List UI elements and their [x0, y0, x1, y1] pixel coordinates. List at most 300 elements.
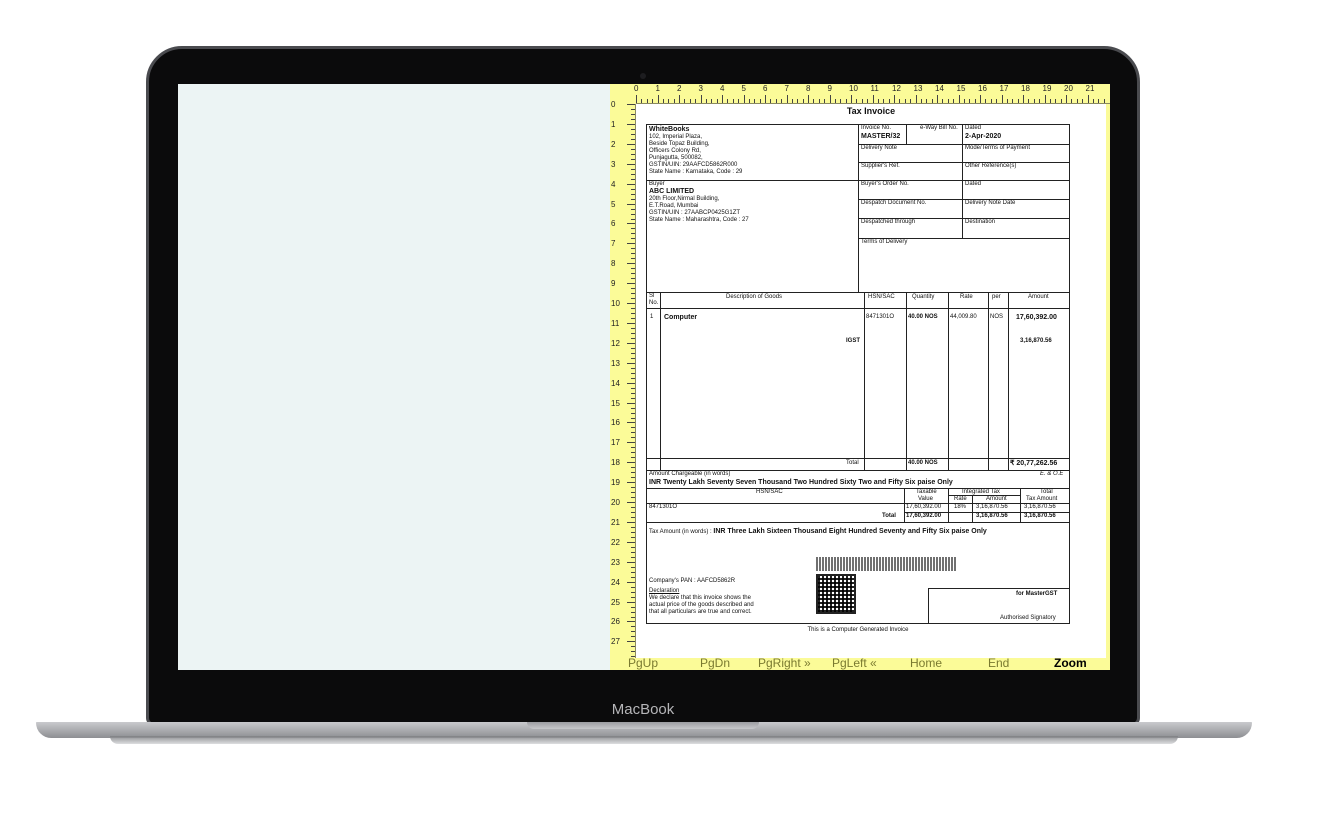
- buyer-order-label: Buyer's Order No.: [861, 181, 909, 187]
- ruler-left-label: 2: [611, 139, 616, 149]
- col-header-description: Description of Goods: [726, 294, 783, 300]
- ruler-tick: [1028, 99, 1029, 103]
- divider: [660, 292, 661, 470]
- payment-terms-label: Mode/Terms of Payment: [965, 145, 1031, 151]
- ruler-top-label: 9: [827, 84, 832, 93]
- ruler-tick: [631, 353, 635, 354]
- tax-col-rate: Rate: [954, 496, 967, 502]
- ruler-tick: [1007, 99, 1008, 103]
- ruler-tick: [663, 99, 664, 103]
- total-label: Total: [846, 460, 859, 466]
- ruler-tick: [916, 95, 917, 103]
- invoice-page: [636, 104, 1106, 658]
- ruler-tick: [627, 422, 635, 423]
- tax-row-hsn: 8471301O: [649, 504, 678, 510]
- ruler-tick: [1050, 99, 1051, 103]
- divider: [972, 496, 973, 522]
- divider: [646, 292, 1070, 293]
- ruler-tick: [942, 99, 943, 103]
- ruler-tick: [631, 592, 635, 593]
- ruler-tick: [631, 278, 635, 279]
- ruler-tick: [631, 567, 635, 568]
- seller-block: [649, 126, 742, 175]
- ruler-tick: [627, 204, 635, 205]
- ruler-tick: [631, 149, 635, 150]
- ruler-tick: [631, 587, 635, 588]
- ruler-tick: [631, 199, 635, 200]
- col-header-sl: Sl No.: [649, 293, 659, 306]
- ruler-tick: [631, 408, 635, 409]
- tax-words: INR Three Lakh Sixteen Thousand Eight Hundred Seventy and Fifty Six paise Only: [713, 528, 987, 535]
- ruler-tick: [631, 298, 635, 299]
- seller-state: State Name : Karnataka, Code : 29: [649, 168, 743, 175]
- seller-line: Punjagutta, 500082,: [649, 154, 703, 161]
- buyer-line: E.T.Road, Mumbai: [649, 202, 699, 209]
- ruler-left: [610, 100, 636, 658]
- item-rate: 44,009.80: [950, 314, 977, 320]
- pan-line: [649, 578, 735, 585]
- ruler-left-label: 4: [611, 179, 616, 189]
- ruler-tick: [627, 184, 635, 185]
- ruler-tick: [631, 532, 635, 533]
- ruler-tick: [627, 223, 635, 224]
- ruler-tick: [964, 99, 965, 103]
- pgdn-button[interactable]: PgDn: [700, 656, 731, 670]
- ruler-tick: [627, 283, 635, 284]
- ruler-tick: [738, 99, 739, 103]
- ruler-tick: [867, 99, 868, 103]
- ruler-top-label: 12: [892, 84, 901, 93]
- item-hsn: 8471301O: [866, 314, 895, 320]
- item-quantity: 40.00 NOS: [908, 314, 938, 320]
- ruler-tick: [631, 432, 635, 433]
- total-quantity: 40.00 NOS: [908, 460, 938, 466]
- igst-amount: 3,16,870.56: [1020, 338, 1052, 344]
- ruler-tick: [1039, 99, 1040, 103]
- ruler-tick: [776, 99, 777, 103]
- delivery-note-date-label: Delivery Note Date: [965, 200, 1016, 206]
- item-per: NOS: [990, 314, 1004, 320]
- ruler-tick: [835, 99, 836, 103]
- tax-row-taxable: 17,60,392.00: [906, 504, 942, 510]
- divider: [948, 488, 949, 522]
- ruler-top-label: 7: [784, 84, 789, 93]
- ruler-tick: [627, 303, 635, 304]
- ruler-tick: [948, 99, 949, 103]
- ruler-left-label: 22: [611, 537, 620, 547]
- tax-words-line: [649, 528, 987, 536]
- ruler-tick: [631, 174, 635, 175]
- ruler-tick: [830, 95, 831, 103]
- laptop-notch: [527, 722, 759, 729]
- tax-col-tax-amount: Tax Amount: [1026, 496, 1058, 502]
- ruler-top-label: 8: [806, 84, 811, 93]
- footer-note: This is a Computer Generated Invoice: [807, 627, 909, 633]
- ruler-tick: [627, 582, 635, 583]
- ruler-tick: [985, 99, 986, 103]
- ruler-tick: [1088, 95, 1089, 103]
- ruler-left-label: 5: [611, 199, 616, 209]
- ruler-tick: [631, 472, 635, 473]
- ruler-tick: [631, 288, 635, 289]
- ruler-left-label: 9: [611, 279, 616, 289]
- ruler-tick: [1071, 99, 1072, 103]
- ruler-tick: [840, 99, 841, 103]
- ruler-tick: [631, 139, 635, 140]
- ruler-left-label: 19: [611, 478, 620, 488]
- ruler-left-label: 23: [611, 557, 620, 567]
- buyer-block: [649, 181, 749, 224]
- ruler-tick: [631, 572, 635, 573]
- declaration-line: We declare that this invoice shows the: [649, 595, 751, 601]
- ruler-left-label: 7: [611, 239, 616, 249]
- ruler-tick: [631, 313, 635, 314]
- col-header-per: per: [992, 294, 1001, 300]
- buyer-label: Buyer: [649, 181, 665, 187]
- ruler-left-label: 20: [611, 498, 620, 507]
- dated-label: Dated: [965, 125, 982, 131]
- ruler-tick: [631, 338, 635, 339]
- divider: [948, 495, 1020, 496]
- ruler-tick: [631, 373, 635, 374]
- eway-label: e-Way Bill No.: [920, 125, 958, 131]
- ruler-tick: [631, 631, 635, 632]
- seller-name: WhiteBooks: [649, 126, 690, 133]
- tax-total-label: Total: [882, 513, 896, 519]
- divider: [646, 522, 1070, 523]
- destination-label: Destination: [965, 219, 996, 225]
- ruler-tick: [824, 99, 825, 103]
- ruler-tick: [631, 452, 635, 453]
- ruler-tick: [631, 368, 635, 369]
- buyer-name: ABC LIMITED: [649, 187, 695, 195]
- col-header-amount: Amount: [1028, 294, 1049, 300]
- supplier-ref-label: Supplier's Ref.: [861, 163, 900, 169]
- ruler-tick: [627, 562, 635, 563]
- item-description: Computer: [664, 314, 698, 321]
- ruler-tick: [980, 95, 981, 103]
- ruler-top-label: 3: [698, 84, 703, 93]
- qr-code: [816, 574, 856, 614]
- ruler-left-label: 16: [611, 418, 620, 428]
- divider: [948, 292, 949, 470]
- ruler-tick: [899, 99, 900, 103]
- ruler-tick: [889, 99, 890, 103]
- ruler-tick: [711, 99, 712, 103]
- despatched-through-label: Despatched through: [861, 219, 916, 225]
- ruler-top-label: 1: [655, 84, 660, 93]
- ruler-left-label: 24: [611, 577, 620, 587]
- order-dated-label: Dated: [965, 181, 982, 187]
- tax-col-hsn: HSN/SAC: [756, 489, 783, 495]
- ruler-left-label: 0: [611, 100, 616, 109]
- terms-of-delivery-label: Terms of Delivery: [861, 239, 908, 245]
- ruler-tick: [631, 119, 635, 120]
- seller-gstin: GSTIN/UIN: 29AAFCD5862R000: [649, 161, 738, 168]
- ruler-left-label: 14: [611, 378, 620, 388]
- ruler-tick: [631, 348, 635, 349]
- ruler-tick: [932, 99, 933, 103]
- ruler-tick: [631, 154, 635, 155]
- ruler-tick: [627, 104, 635, 105]
- invoice-no-label: Invoice No.: [861, 125, 892, 131]
- ruler-tick: [631, 358, 635, 359]
- ruler-tick: [627, 442, 635, 443]
- ruler-tick: [631, 467, 635, 468]
- ruler-top-label: 16: [978, 84, 987, 93]
- ruler-tick: [631, 447, 635, 448]
- ruler-tick: [647, 99, 648, 103]
- ruler-tick: [851, 95, 852, 103]
- ruler-tick: [631, 457, 635, 458]
- ruler-tick: [996, 99, 997, 103]
- divider: [962, 124, 963, 238]
- divider: [904, 488, 905, 522]
- ruler-tick: [770, 99, 771, 103]
- declaration-line: that all particulars are true and correct.: [649, 608, 752, 615]
- ruler-tick: [631, 507, 635, 508]
- zoom-button[interactable]: Zoom: [1054, 656, 1087, 670]
- pgright-button[interactable]: PgRight »: [758, 656, 811, 670]
- ruler-left-label: 13: [611, 358, 620, 368]
- ruler-tick: [1034, 99, 1035, 103]
- ruler-tick: [1018, 99, 1019, 103]
- ruler-left-label: 3: [611, 159, 616, 169]
- ruler-tick: [760, 99, 761, 103]
- pgup-button[interactable]: PgUp: [628, 656, 659, 670]
- authorised-signatory: Authorised Signatory: [1000, 615, 1056, 621]
- ruler-left-label: 15: [611, 398, 620, 408]
- ruler-tick: [631, 258, 635, 259]
- invoice-date: 2-Apr-2020: [965, 133, 1002, 140]
- ruler-tick: [808, 95, 809, 103]
- ruler-tick: [631, 597, 635, 598]
- tax-row-amount: 3,16,870.56: [976, 504, 1008, 510]
- tax-col-amount: Amount: [986, 496, 1007, 502]
- ruler-top-label: 21: [1085, 84, 1095, 93]
- ruler-tick: [878, 99, 879, 103]
- ruler-tick: [627, 403, 635, 404]
- ruler-tick: [636, 95, 637, 103]
- divider: [646, 458, 1070, 459]
- ruler-tick: [905, 99, 906, 103]
- ruler-tick: [627, 363, 635, 364]
- screen: [178, 84, 1110, 670]
- ruler-tick: [722, 95, 723, 103]
- ruler-tick: [674, 99, 675, 103]
- ruler-tick: [787, 95, 788, 103]
- ruler-tick: [641, 99, 642, 103]
- ruler-tick: [991, 99, 992, 103]
- ruler-tick: [846, 99, 847, 103]
- ruler-top-label: 4: [720, 84, 725, 93]
- ruler-tick: [631, 393, 635, 394]
- ruler-tick: [631, 219, 635, 220]
- irn-text-block: [816, 557, 956, 571]
- ruler-tick: [631, 194, 635, 195]
- ruler-left-label: 26: [611, 617, 620, 627]
- buyer-line: 20th Floor,Nirmal Building,: [649, 195, 720, 202]
- ruler-tick: [733, 99, 734, 103]
- ruler-left-label: 27: [611, 637, 620, 647]
- ruler-tick: [1098, 99, 1099, 103]
- ruler-tick: [701, 95, 702, 103]
- divider: [646, 488, 1070, 489]
- ruler-tick: [631, 427, 635, 428]
- col-header-hsn: HSN/SAC: [868, 294, 895, 300]
- col-header-rate: Rate: [960, 294, 973, 300]
- ruler-tick: [1093, 99, 1094, 103]
- ruler-tick: [631, 537, 635, 538]
- seller-line: Beside Topaz Building,: [649, 140, 710, 147]
- ruler-tick: [803, 99, 804, 103]
- home-button[interactable]: Home: [910, 656, 943, 670]
- ruler-tick: [1077, 99, 1078, 103]
- ruler-top-label: 14: [935, 84, 944, 93]
- ruler-tick: [765, 95, 766, 103]
- ruler-tick: [921, 99, 922, 103]
- ruler-tick: [953, 99, 954, 103]
- ruler-tick: [631, 527, 635, 528]
- tax-total-sum: 3,16,870.56: [1024, 513, 1056, 519]
- preview-nav-bar: [610, 658, 1110, 670]
- tax-col-taxable: Taxable: [916, 489, 937, 495]
- tax-row-rate: 18%: [954, 504, 967, 510]
- ruler-tick: [631, 293, 635, 294]
- ruler-tick: [627, 542, 635, 543]
- ruler-tick: [910, 99, 911, 103]
- divider: [988, 292, 989, 470]
- ruler-tick: [1104, 99, 1105, 103]
- brand-label: MacBook: [611, 701, 675, 718]
- eoe-label: E. & O.E: [1040, 471, 1064, 477]
- ruler-tick: [792, 99, 793, 103]
- ruler-tick: [1002, 95, 1003, 103]
- end-button[interactable]: End: [988, 656, 1010, 670]
- ruler-left-label: 11: [611, 318, 620, 328]
- ruler-tick: [631, 398, 635, 399]
- declaration-text: [649, 595, 754, 616]
- ruler-tick: [797, 99, 798, 103]
- ruler-tick: [631, 477, 635, 478]
- ruler-tick: [627, 482, 635, 483]
- ruler-tick: [627, 602, 635, 603]
- ruler-tick: [631, 318, 635, 319]
- ruler-tick: [631, 179, 635, 180]
- ruler-tick: [959, 95, 960, 103]
- pgleft-button[interactable]: PgLeft «: [832, 656, 877, 670]
- divider: [906, 124, 907, 144]
- tax-total-amount: 3,16,870.56: [976, 513, 1008, 519]
- ruler-tick: [1061, 99, 1062, 103]
- ruler-tick: [883, 99, 884, 103]
- ruler-tick: [631, 228, 635, 229]
- ruler-tick: [631, 413, 635, 414]
- ruler-tick: [631, 308, 635, 309]
- ruler-top-label: 15: [956, 84, 966, 93]
- divider: [906, 292, 907, 470]
- ruler-tick: [969, 99, 970, 103]
- camera-icon: [640, 73, 646, 79]
- amount-words: INR Twenty Lakh Seventy Seven Thousand Two Hundred Sixty Two and Fifty Six paise Only: [649, 479, 953, 486]
- ruler-tick: [627, 522, 635, 523]
- ruler-tick: [631, 238, 635, 239]
- for-company: for MasterGST: [1016, 591, 1058, 597]
- ruler-tick: [627, 124, 635, 125]
- ruler-tick: [975, 99, 976, 103]
- ruler-left-label: 6: [611, 219, 616, 229]
- ruler-tick: [631, 268, 635, 269]
- ruler-left-label: 17: [611, 438, 620, 448]
- ruler-tick: [695, 99, 696, 103]
- ruler-tick: [1012, 99, 1013, 103]
- ruler-tick: [631, 134, 635, 135]
- ruler-tick: [631, 437, 635, 438]
- print-preview: [610, 84, 1110, 670]
- ruler-tick: [631, 159, 635, 160]
- ruler-tick: [631, 577, 635, 578]
- ruler-top-label: 17: [999, 84, 1009, 93]
- ruler-tick: [631, 209, 635, 210]
- ruler-tick: [631, 517, 635, 518]
- declaration-line: actual price of the goods described and: [649, 601, 754, 608]
- company-pan: Company's PAN : AAFCD5862R: [649, 578, 736, 584]
- ruler-tick: [658, 95, 659, 103]
- ruler-tick: [631, 233, 635, 234]
- ruler-tick: [627, 243, 635, 244]
- tax-row-total: 3,16,870.56: [1024, 504, 1056, 510]
- ruler-tick: [631, 214, 635, 215]
- ruler-left-label: 1: [611, 119, 616, 129]
- ruler-tick: [627, 383, 635, 384]
- item-sl: 1: [650, 314, 654, 320]
- ruler-tick: [813, 99, 814, 103]
- ruler-tick: [894, 95, 895, 103]
- ruler-tick: [631, 248, 635, 249]
- ruler-top-label: 13: [913, 84, 923, 93]
- divider: [858, 124, 859, 292]
- tax-col-value: Value: [918, 496, 933, 502]
- ruler-tick: [631, 512, 635, 513]
- declaration-label: Declaration: [649, 588, 680, 594]
- ruler-tick: [690, 99, 691, 103]
- ruler-tick: [631, 636, 635, 637]
- ruler-left-label: 18: [611, 458, 620, 468]
- ruler-left-label: 21: [611, 517, 620, 527]
- ruler-top-label: 5: [741, 84, 746, 93]
- ruler-top-label: 20: [1064, 84, 1073, 93]
- ruler-tick: [631, 378, 635, 379]
- ruler-tick: [706, 99, 707, 103]
- ruler-tick: [862, 99, 863, 103]
- other-reference-label: Other Reference(s): [965, 163, 1017, 169]
- ruler-tick: [631, 557, 635, 558]
- ruler-tick: [873, 95, 874, 103]
- ruler-tick: [631, 617, 635, 618]
- ruler-tick: [631, 492, 635, 493]
- ruler-tick: [627, 144, 635, 145]
- invoice-title: Tax Invoice: [846, 106, 896, 116]
- ruler-tick: [627, 164, 635, 165]
- ruler-tick: [926, 99, 927, 103]
- total-amount: ₹ 20,77,262.56: [1010, 460, 1058, 467]
- buyer-state: State Name : Maharashtra, Code : 27: [649, 216, 749, 223]
- ruler-tick: [631, 418, 635, 419]
- divider: [1020, 488, 1021, 522]
- ruler-tick: [1066, 95, 1067, 103]
- amount-words-label: Amount Chargeable (in words): [649, 471, 731, 477]
- ruler-tick: [631, 612, 635, 613]
